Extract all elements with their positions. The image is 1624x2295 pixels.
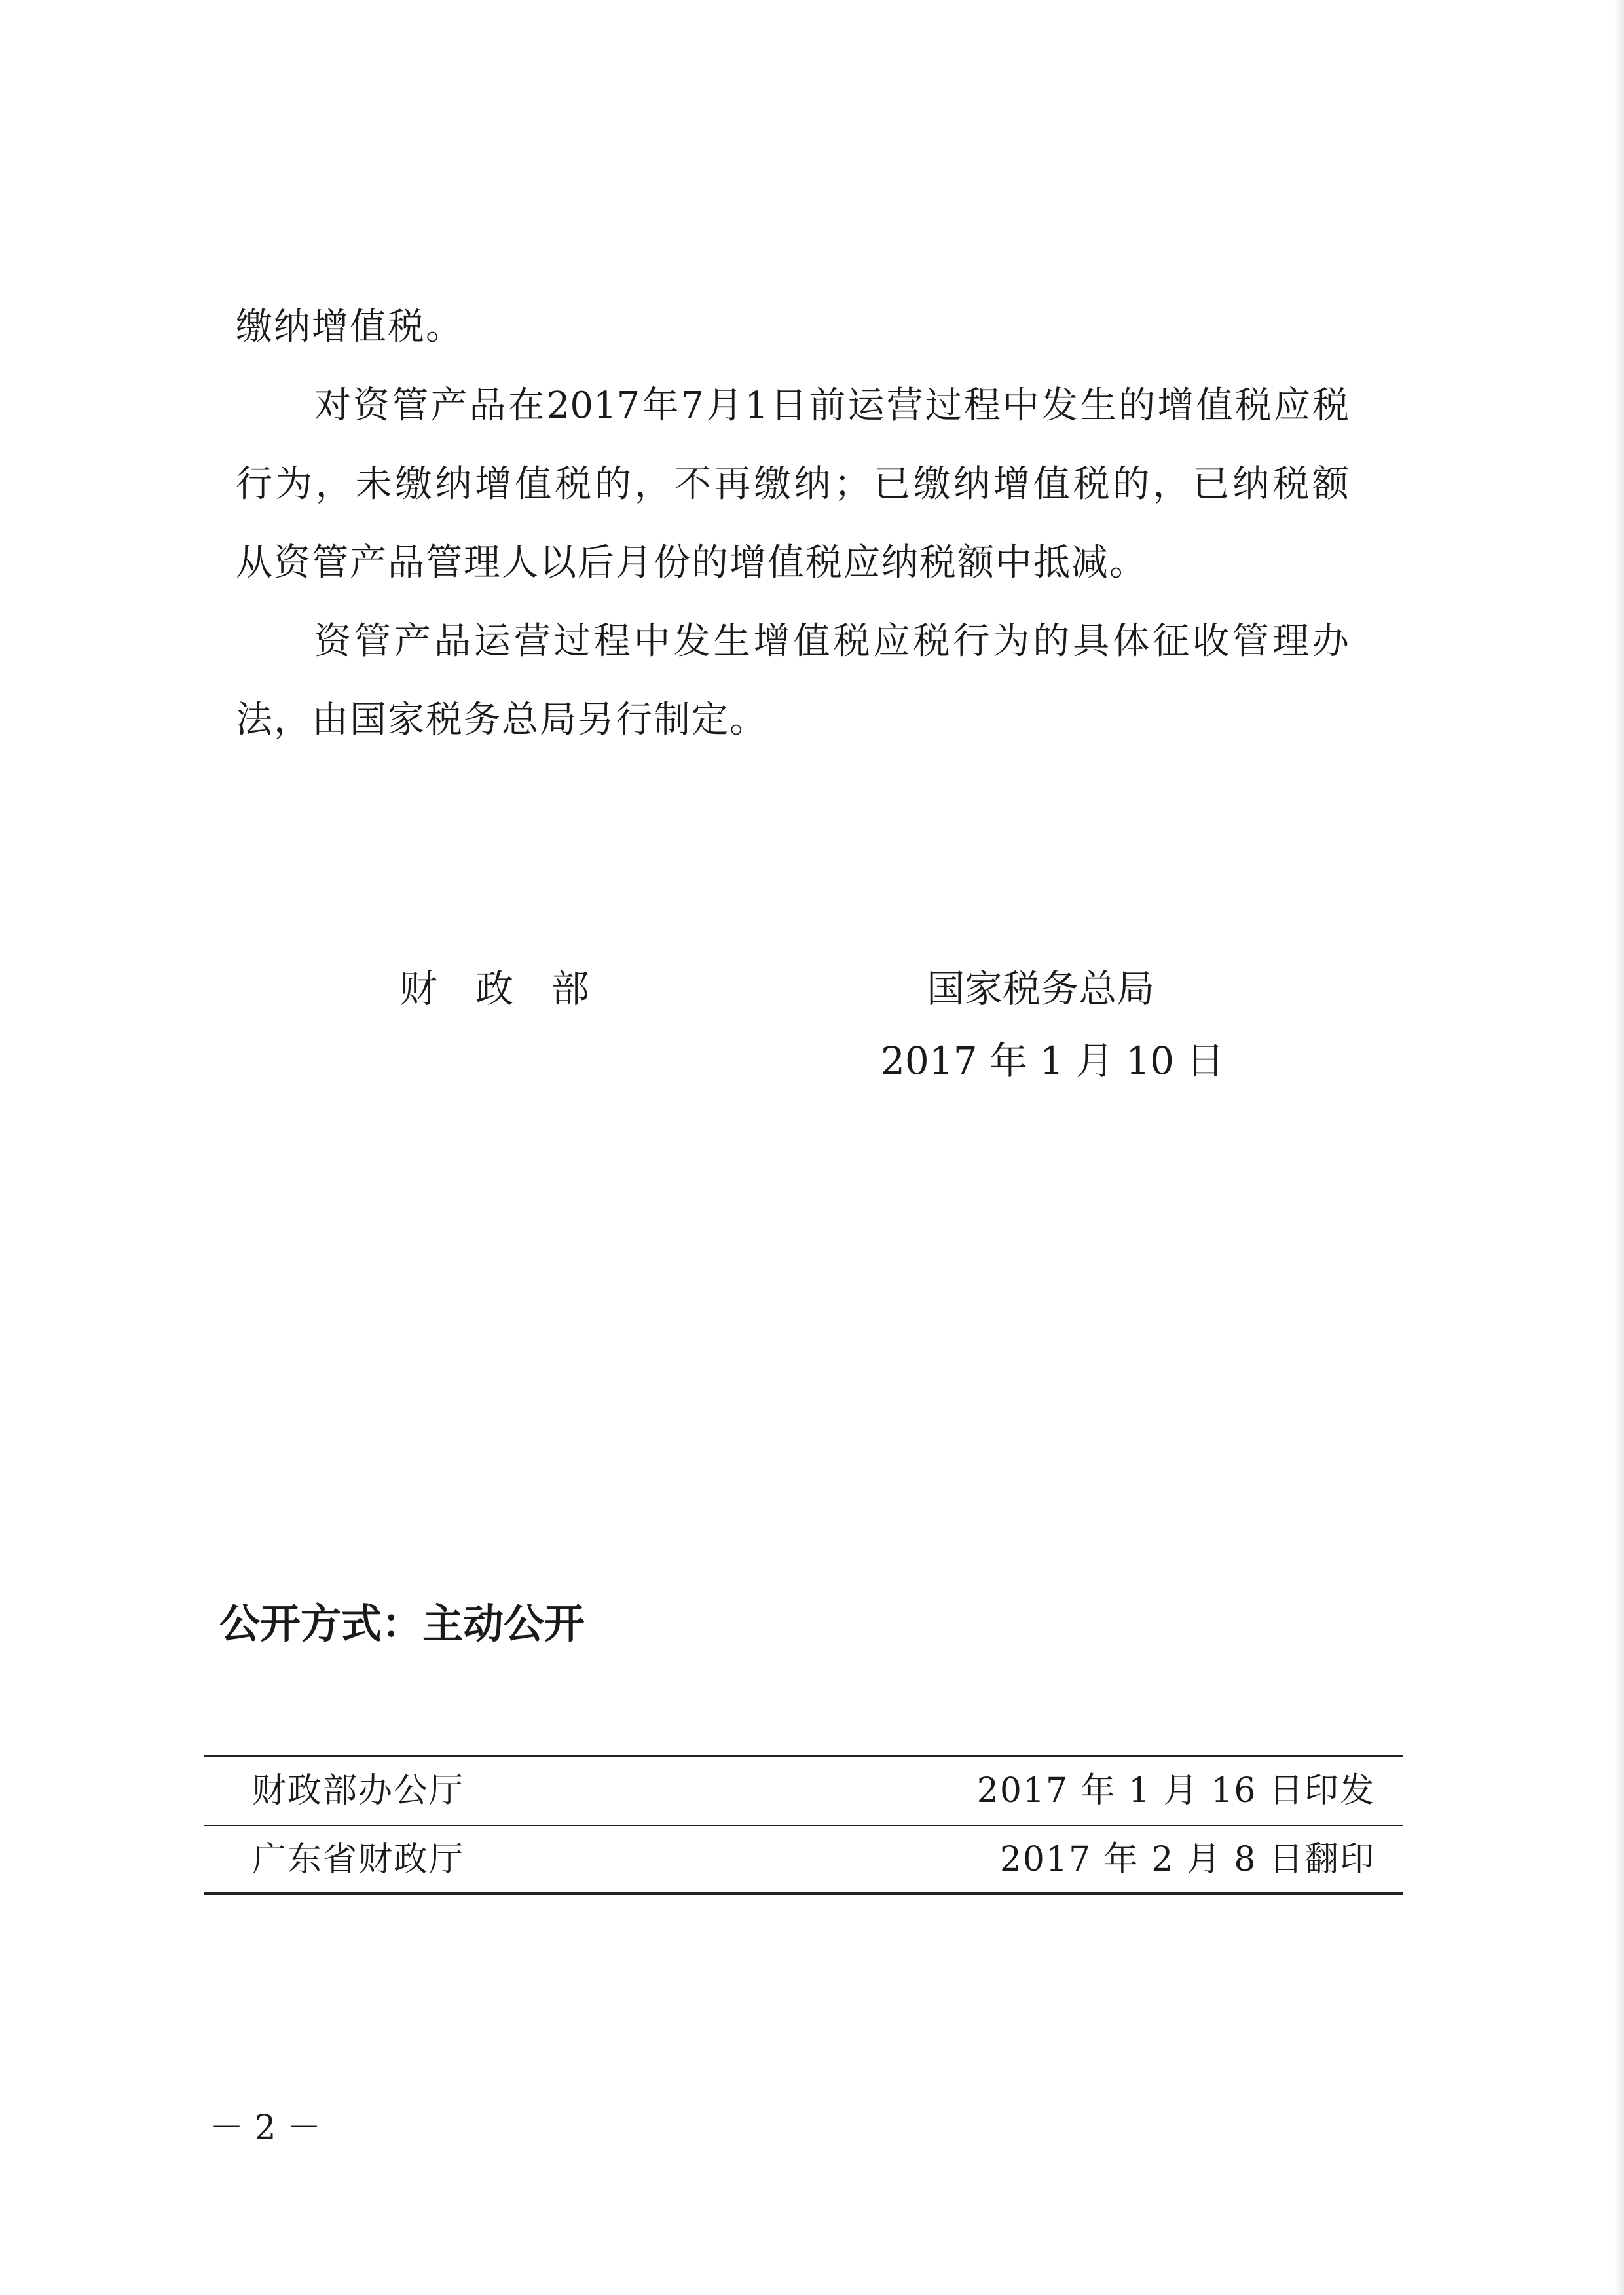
issuer-ministry-of-finance: 财 政 部	[399, 966, 590, 1011]
body-line-6: 法，由国家税务总局另行制定。	[236, 699, 767, 741]
footer-reprint-date: 2017 年 2 月 8 日翻印	[999, 1840, 1375, 1879]
body-line-2: 对资管产品在2017年7月1日前运营过程中发生的增值税应税	[314, 384, 1349, 427]
footer-reprint-office: 广东省财政厅	[252, 1840, 465, 1879]
footer-rule-top	[204, 1755, 1403, 1757]
footer-rule-bottom	[204, 1892, 1403, 1895]
body-line-5: 资管产品运营过程中发生增值税应税行为的具体征收管理办	[314, 620, 1349, 663]
page-number: － 2 －	[210, 2108, 322, 2148]
body-line-4: 从资管产品管理人以后月份的增值税应纳税额中抵减。	[236, 542, 1147, 584]
disclosure-method: 公开方式：主动公开	[219, 1600, 585, 1647]
footer-issue-date: 2017 年 1 月 16 日印发	[976, 1771, 1375, 1810]
issuer-state-taxation-administration: 国家税务总局	[927, 966, 1155, 1011]
body-line-1: 缴纳增值税。	[236, 306, 464, 348]
body-line-3: 行为，未缴纳增值税的，不再缴纳；已缴纳增值税的，已纳税额	[236, 463, 1349, 505]
scan-edge-shadow	[1615, 0, 1624, 2295]
signature-date: 2017 年 1 月 10 日	[881, 1038, 1225, 1083]
footer-rule-middle	[204, 1825, 1403, 1826]
footer-issuer-office: 财政部办公厅	[252, 1771, 465, 1810]
